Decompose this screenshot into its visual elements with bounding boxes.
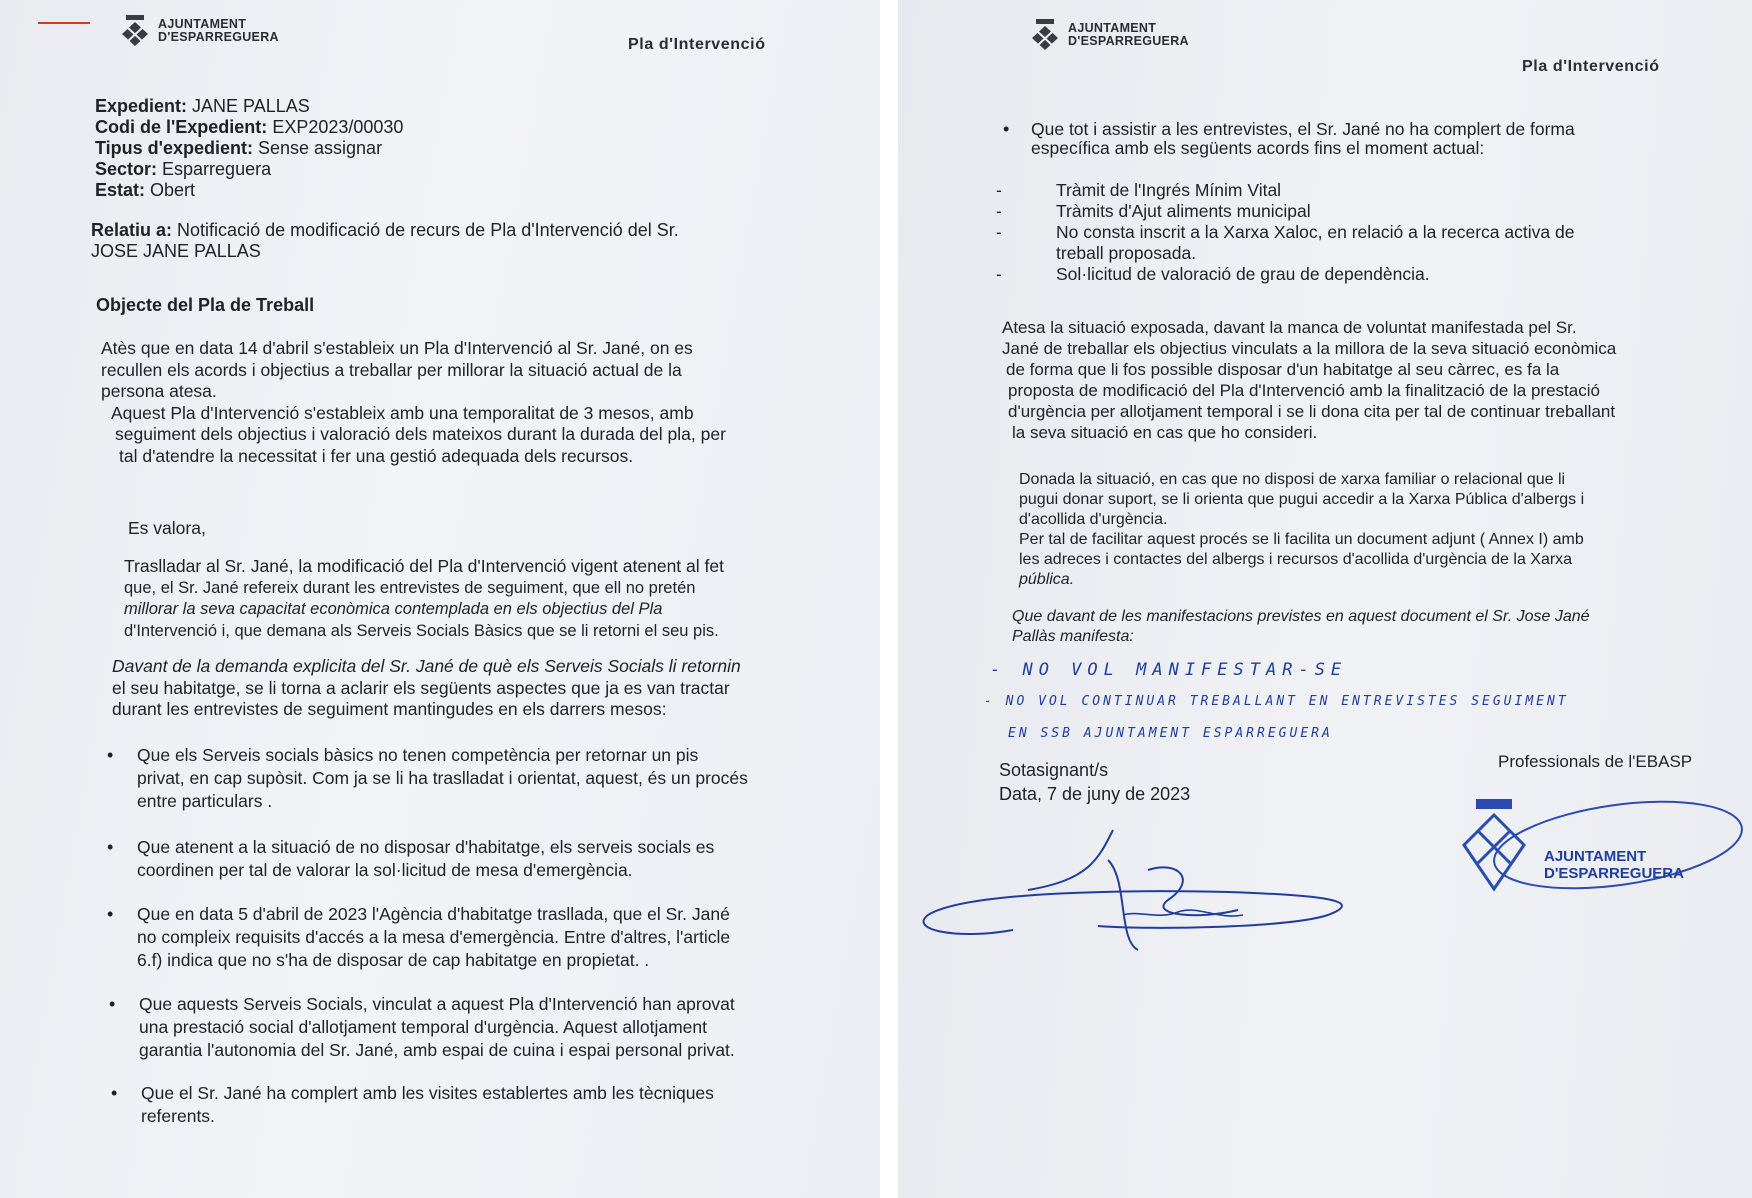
- bullet-line: privat, en cap supòsit. Com ja se li ha traslladat i orientat, aquest, és un procés: [137, 768, 748, 788]
- paragraph-2: [1019, 470, 1699, 590]
- dash-item-text: treball proposada.: [1056, 243, 1197, 263]
- bullet-line: referents.: [141, 1106, 215, 1126]
- logo-line2: D'ESPARREGUERA: [158, 30, 279, 44]
- handwritten-signature: [898, 820, 1418, 960]
- paragraph-3: [1012, 607, 1712, 647]
- para2-line4: Per tal de facilitar aquest procés se li facilita un document adjunt ( Annex I) amb: [1019, 531, 1584, 548]
- dash-item-text: No consta inscrit a la Xarxa Xaloc, en relació a la recerca activa de: [1056, 222, 1575, 242]
- handwritten-line-3: EN SSB AJUNTAMENT ESPARREGUERA: [1008, 726, 1333, 741]
- para3-line1: Que davant de les manifestacions previstes en aquest document el Sr. Jose Jané: [1012, 608, 1590, 625]
- list-item: [996, 264, 1696, 285]
- para2-line3: d'acollida d'urgència.: [1019, 511, 1168, 528]
- relatiu-label: Relatiu a:: [91, 220, 173, 240]
- coat-of-arms-icon: [1028, 18, 1062, 52]
- ajuntament-logo: [118, 14, 279, 48]
- sotasignant-label: Sotasignant/s: [999, 760, 1109, 780]
- list-item: [109, 993, 735, 1062]
- handwritten-line-2: - NO VOL CONTINUAR TREBALLANT EN ENTREVISTES SEGUIMENT: [984, 694, 1569, 709]
- paragraph-4: [112, 656, 812, 721]
- para1-line3: de forma que li fos possible disposar d'un habitatge al seu càrrec, es fa la: [1006, 360, 1560, 379]
- relatiu-line2: JOSE JANE PALLAS: [91, 241, 261, 261]
- para2-line1: Donada la situació, en cas que no disposi de xarxa familiar o relacional que li: [1019, 471, 1566, 488]
- para1-line1: Atesa la situació exposada, davant la manca de voluntat manifestada pel Sr.: [1002, 318, 1577, 337]
- expedient-label: Expedient:: [95, 96, 188, 116]
- stamp-line1: AJUNTAMENT: [1544, 848, 1647, 865]
- para2-line2: seguiment dels objectius i valoració dels mateixos durant la durada del pla, per: [115, 424, 726, 444]
- para3-line4: d'Intervenció i, que demana als Serveis Socials Bàsics que se li retorni el seu pis.: [124, 621, 719, 640]
- para4-line3: durant les entrevistes de seguiment mantingudes en els darrers mesos:: [112, 699, 667, 719]
- dash-marker: -: [996, 222, 1002, 242]
- para1-line6: la seva situació en cas que ho consideri.: [1012, 423, 1318, 442]
- list-item: [1003, 118, 1575, 160]
- bullet-line: específica amb els següents acords fins el moment actual:: [1031, 138, 1485, 158]
- codi-label: Codi de l'Expedient:: [95, 117, 268, 137]
- list-item: [996, 201, 1696, 222]
- list-item: [107, 744, 748, 813]
- para2-line3: tal d'atendre la necessitat i fer una gestió adequada dels recursos.: [119, 445, 634, 466]
- logo-line1: AJUNTAMENT: [158, 17, 247, 31]
- bullet-line: Que tot i assistir a les entrevistes, el Sr. Jané no ha complert de forma: [1031, 119, 1575, 139]
- bullet-dot: •: [111, 1083, 118, 1103]
- case-header: [95, 96, 403, 201]
- relatiu-block: [91, 220, 679, 262]
- ajuntament-logo: [1028, 18, 1189, 52]
- bullet-dot: •: [107, 745, 114, 765]
- date-line: Data, 7 de juny de 2023: [999, 784, 1191, 804]
- para3-line3: millorar la seva capacitat econòmica contemplada en els objectius del Pla: [124, 600, 663, 618]
- para2-line5: les adreces i contactes del albergs i recursos d'acollida d'urgència de la Xarxa: [1019, 551, 1573, 568]
- bullet-line: Que els Serveis socials bàsics no tenen competència per retornar un pis: [137, 745, 699, 765]
- bullet-line: Que el Sr. Jané ha complert amb les visites establertes amb les tècniques: [141, 1083, 714, 1103]
- bullet-line: no compleix requisits d'accés a la mesa d'emergència. Entre d'altres, l'article: [137, 927, 731, 947]
- bullet-line: una prestació social d'allotjament temporal d'urgència. Aquest allotjament: [139, 1017, 707, 1037]
- bullet-dot: •: [107, 904, 114, 924]
- official-stamp: [1458, 785, 1748, 920]
- para4-line1: Davant de la demanda explicita del Sr. Jané de què els Serveis Socials li retornin: [112, 656, 741, 676]
- page-gap: [880, 0, 898, 1198]
- codi-value: EXP2023/00030: [272, 117, 404, 137]
- red-mark: [38, 22, 90, 24]
- signature-block: [999, 758, 1190, 806]
- list-item: [111, 1082, 714, 1128]
- objecte-heading: Objecte del Pla de Treball: [96, 295, 315, 315]
- dash-marker: -: [996, 201, 1002, 221]
- dash-item-text: Sol·licitud de valoració de grau de dependència.: [1056, 264, 1430, 284]
- paragraph-1: [101, 338, 801, 467]
- bullet-line: entre particulars .: [137, 791, 273, 811]
- para1-line2: Jané de treballar els objectius vinculats a la millora de la seva situació econòmica: [1002, 339, 1617, 358]
- para3-line1: Traslladar al Sr. Jané, la modificació del Pla d'Intervenció vigent atenent al fet: [124, 556, 724, 576]
- para1-line4: proposta de modificació del Pla d'Intervenció amb la finalització de la prestació: [1008, 381, 1600, 400]
- bullet-line: coordinen per tal de valorar la sol·licitud de mesa d'emergència.: [137, 860, 633, 880]
- para1-line5: d'urgència per allotjament temporal i se li dona cita per tal de continuar treballant: [1008, 402, 1616, 421]
- logo-line1: AJUNTAMENT: [1068, 21, 1157, 35]
- para2-line1: Aquest Pla d'Intervenció s'estableix amb una temporalitat de 3 mesos, amb: [111, 402, 694, 423]
- para4-line2: el seu habitatge, se li torna a aclarir els següents aspectes que ja es van tractar: [112, 677, 730, 698]
- bullet-dot: •: [109, 994, 116, 1014]
- para2-line2: pugui donar suport, se li orienta que pugui accedir a la Xarxa Pública d'albergs i: [1019, 491, 1585, 508]
- list-item: [996, 222, 1696, 264]
- para3-line2: Pallàs manifesta:: [1012, 628, 1134, 645]
- dash-item-text: Tràmit de l'Ingrés Mínim Vital: [1056, 180, 1282, 200]
- bullet-line: 6.f) indica que no s'ha de disposar de cap habitatge en propietat. .: [137, 950, 650, 970]
- para1-line2: recullen els acords i objectius a treballar per millorar la situació actual de la: [101, 359, 682, 380]
- sector-label: Sector:: [95, 159, 158, 179]
- bullet-line: Que aquests Serveis Socials, vinculat a aquest Pla d'Intervenció han aprovat: [139, 994, 735, 1014]
- tipus-value: Sense assignar: [257, 138, 383, 158]
- dash-marker: -: [996, 180, 1002, 200]
- list-item: [107, 903, 731, 972]
- handwritten-line-1: - NO VOL MANIFESTAR-SE: [990, 660, 1348, 680]
- coat-of-arms-icon: [118, 14, 152, 48]
- para1-line1: Atès que en data 14 d'abril s'estableix un Pla d'Intervenció al Sr. Jané, on es: [101, 338, 693, 358]
- estat-value: Obert: [150, 180, 196, 200]
- plan-title: Pla d'Intervenció: [1522, 58, 1660, 75]
- sector-value: Esparreguera: [162, 159, 272, 179]
- expedient-value: JANE PALLAS: [192, 96, 310, 116]
- bullet-line: Que en data 5 d'abril de 2023 l'Agència d'habitatge trasllada, que el Sr. Jané: [137, 904, 730, 924]
- paragraph-3: [124, 556, 814, 642]
- para1-line3: persona atesa.: [101, 381, 217, 401]
- tipus-label: Tipus d'expedient:: [95, 138, 253, 158]
- para3-line2: que, el Sr. Jané refereix durant les entrevistes de seguiment, que ell no pretén: [124, 578, 696, 597]
- dash-list: [996, 180, 1696, 285]
- stamp-line2: D'ESPARREGUERA: [1544, 865, 1684, 882]
- estat-label: Estat:: [95, 180, 146, 200]
- dash-marker: -: [996, 264, 1002, 284]
- plan-title: Pla d'Intervenció: [628, 36, 766, 53]
- list-item: [107, 836, 715, 882]
- professionals-label: Professionals de l'EBASP: [1498, 752, 1693, 771]
- bullet-line: garantia l'autonomia del Sr. Jané, amb espai de cuina i espai personal privat.: [139, 1040, 735, 1060]
- para2-line6: pública.: [1019, 571, 1075, 588]
- bullet-line: Que atenent a la situació de no disposar d'habitatge, els serveis socials es: [137, 837, 715, 857]
- document-page-right: [898, 0, 1752, 1198]
- logo-line2: D'ESPARREGUERA: [1068, 34, 1189, 48]
- paragraph-1: [1002, 317, 1702, 443]
- list-item: [996, 180, 1696, 201]
- dash-item-text: Tràmits d'Ajut aliments municipal: [1056, 201, 1311, 221]
- bullet-dot: •: [1003, 119, 1010, 139]
- es-valora: Es valora,: [128, 518, 206, 538]
- stamp-text: [1544, 848, 1684, 882]
- relatiu-line1: Notificació de modificació de recurs de Pla d'Intervenció del Sr.: [177, 220, 679, 240]
- bullet-dot: •: [107, 837, 114, 857]
